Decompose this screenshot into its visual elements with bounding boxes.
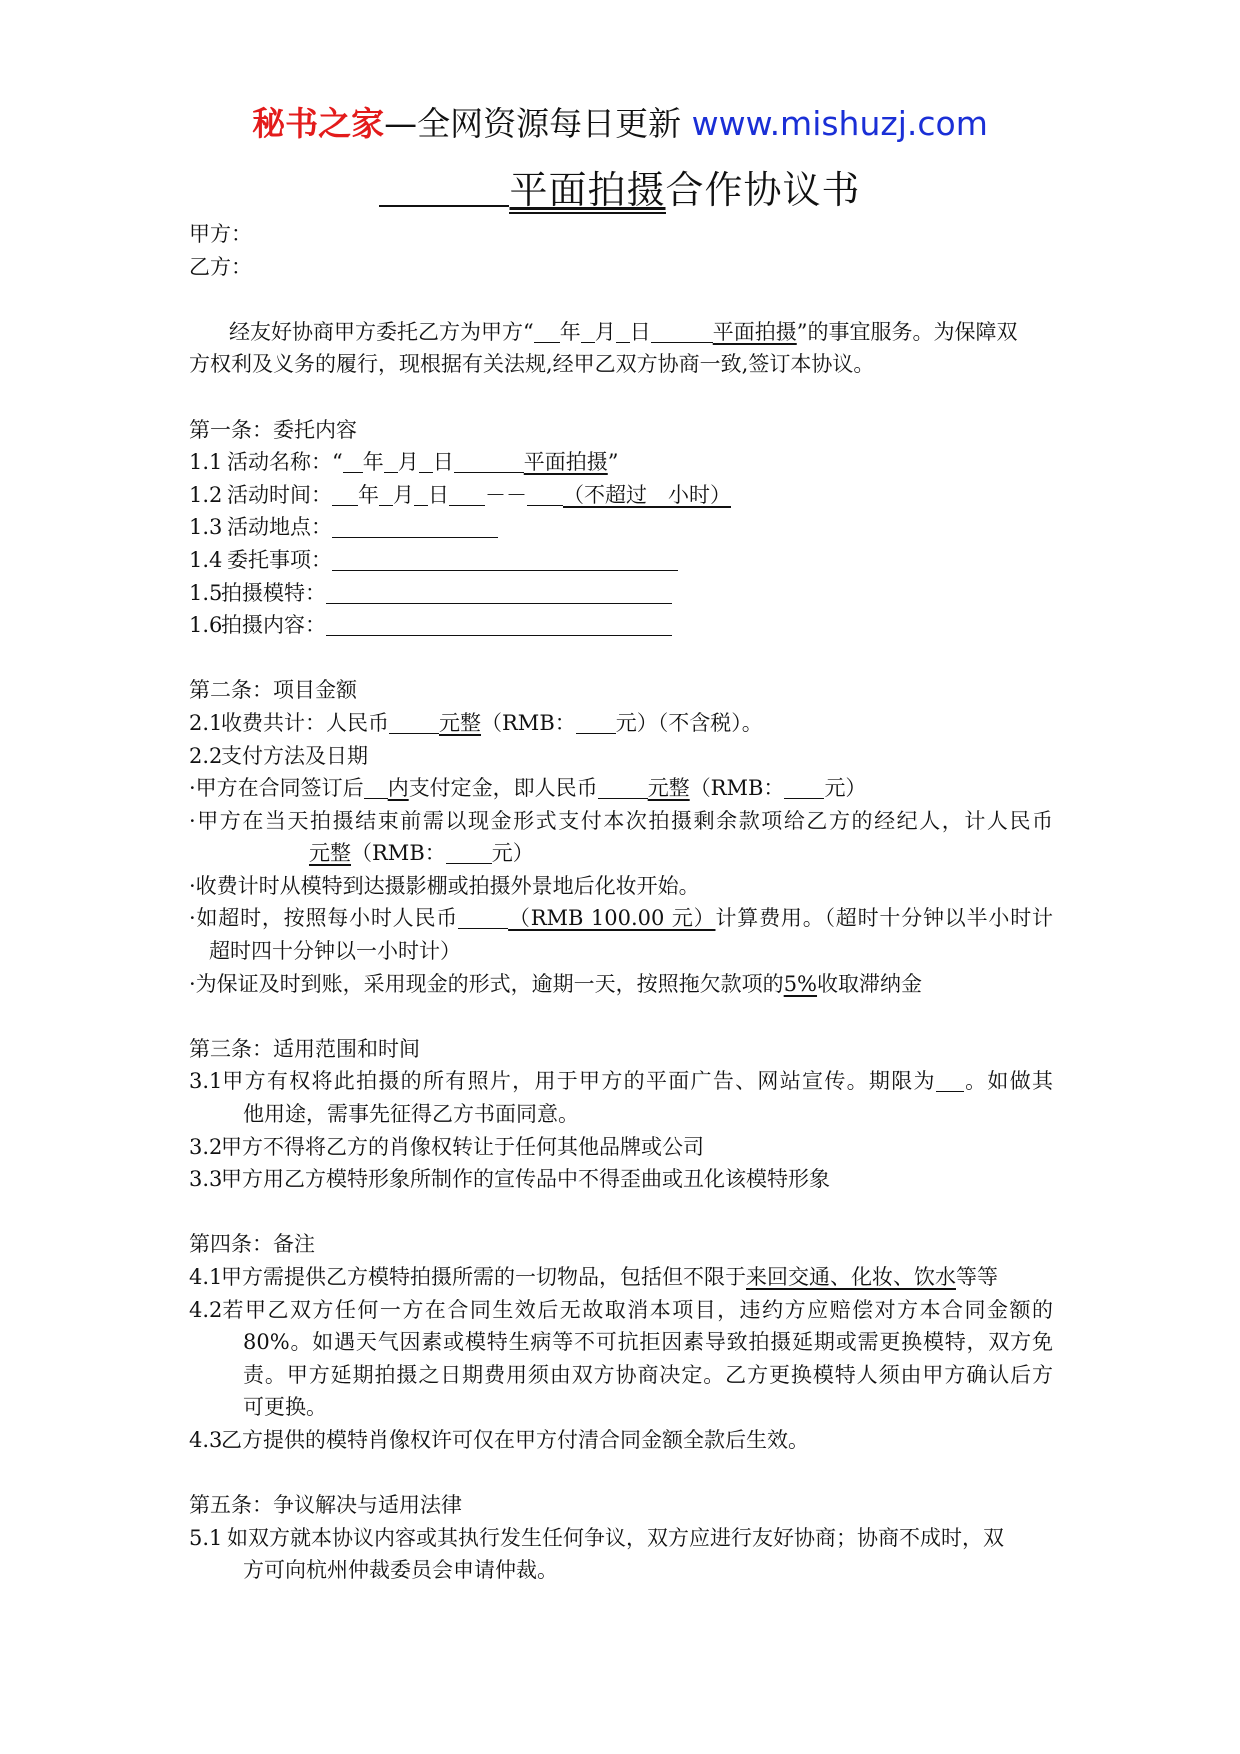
payment-bullet-4: ·如超时，按照每小时人民币 （RMB 100.00 元）计算费用。（超时十分钟以半小时计 bbox=[189, 906, 1053, 931]
article-1-heading: 第一条：委托内容 bbox=[189, 417, 357, 442]
banner-site-link[interactable]: www.mishuzj.com bbox=[691, 104, 988, 143]
payment-bullet-3: ·收费计时从模特到达摄影棚或拍摄外景地后化妆开始。 bbox=[189, 873, 700, 898]
article-5-1-cont: 方可向杭州仲裁委员会申请仲裁。 bbox=[243, 1558, 558, 1583]
article-1-2: 1.2 活动时间： 年 月 日 －－ （不超过 小时） bbox=[189, 482, 731, 507]
payment-bullet-2-cont: 元整（RMB： 元） bbox=[309, 841, 534, 866]
article-1-4: 1.4 委托事项： bbox=[189, 544, 1053, 577]
article-4-heading: 第四条：备注 bbox=[189, 1232, 315, 1257]
article-2-heading: 第二条：项目金额 bbox=[189, 678, 357, 703]
article-4-2-line-3: 责。甲方延期拍摄之日期费用须由双方协商决定。乙方更换模特人须由甲方确认后方 bbox=[243, 1362, 1053, 1387]
payment-bullet-2: ·甲方在当天拍摄结束前需以现金形式支付本次拍摄剩余款项给乙方的经纪人，计人民币 bbox=[189, 808, 1053, 833]
article-4-2: 4.2若甲乙双方任何一方在合同生效后无故取消本项目，违约方应赔偿对方本合同金额的 bbox=[189, 1297, 1053, 1322]
banner-slogan: —全网资源每日更新 bbox=[384, 104, 692, 143]
title-rest: 合作协议书 bbox=[665, 168, 861, 212]
article-1-5: 1.5拍摄模特： bbox=[189, 577, 1053, 610]
document-title bbox=[0, 164, 1240, 216]
intro-line-2: 方权利及义务的履行，现根据有关法规,经甲乙双方协商一致,签订本协议。 bbox=[189, 352, 875, 377]
article-1-6: 1.6拍摄内容： bbox=[189, 609, 1053, 642]
article-4-2-line-2: 80%。如遇天气因素或模特生病等不可抗拒因素导致拍摄延期或需更换模特，双方免 bbox=[243, 1330, 1053, 1355]
document-body bbox=[189, 218, 1053, 1587]
article-1-1: 1.1 活动名称：“ 年 月 日 平面拍摄” bbox=[189, 450, 619, 475]
payment-bullet-5: ·为保证及时到账，采用现金的形式，逾期一天，按照拖欠款项的5%收取滞纳金 bbox=[189, 971, 923, 996]
article-4-2-line-4: 可更换。 bbox=[243, 1395, 327, 1420]
article-3-1: 3.1甲方有权将此拍摄的所有照片，用于甲方的平面广告、网站宣传。期限为 。如做其 bbox=[189, 1069, 1054, 1094]
article-3-2: 3.2甲方不得将乙方的肖像权转让于任何其他品牌或公司 bbox=[189, 1134, 704, 1159]
article-4-1: 4.1甲方需提供乙方模特拍摄所需的一切物品，包括但不限于来回交通、化妆、饮水等等 bbox=[189, 1265, 998, 1289]
article-3-3: 3.3甲方用乙方模特形象所制作的宣传品中不得歪曲或丑化该模特形象 bbox=[189, 1167, 830, 1192]
article-2-2: 2.2支付方法及日期 bbox=[189, 743, 368, 768]
title-blank bbox=[379, 167, 509, 207]
party-b-line: 乙方： bbox=[189, 254, 252, 279]
article-2-1: 2.1收费共计：人民币 元整（RMB： 元）（不含税）。 bbox=[189, 710, 763, 735]
site-banner bbox=[0, 100, 1240, 148]
banner-brand: 秘书之家 bbox=[252, 104, 385, 143]
article-3-1-cont: 他用途，需事先征得乙方书面同意。 bbox=[243, 1102, 579, 1127]
article-4-3: 4.3乙方提供的模特肖像权许可仅在甲方付清合同金额全款后生效。 bbox=[189, 1427, 809, 1452]
intro-event: 平面拍摄 bbox=[712, 319, 797, 344]
article-5-heading: 第五条：争议解决与适用法律 bbox=[189, 1493, 462, 1518]
intro-line-1: 经友好协商甲方委托乙方为甲方“ 年 月 日 平面拍摄”的事宜服务。为保障双 bbox=[229, 319, 1018, 344]
article-1-3: 1.3 活动地点： bbox=[189, 511, 1053, 544]
title-underlined: 平面拍摄 bbox=[509, 168, 666, 212]
article-3-heading: 第三条：适用范围和时间 bbox=[189, 1036, 420, 1061]
payment-bullet-1: ·甲方在合同签订后 内支付定金，即人民币 元整（RMB： 元） bbox=[189, 776, 867, 801]
article-5-1: 5.1 如双方就本协议内容或其执行发生任何争议，双方应进行友好协商；协商不成时，双 bbox=[189, 1525, 1004, 1550]
payment-bullet-4-cont: 超时四十分钟以一小时计） bbox=[209, 939, 461, 964]
party-a-line: 甲方： bbox=[189, 222, 252, 246]
